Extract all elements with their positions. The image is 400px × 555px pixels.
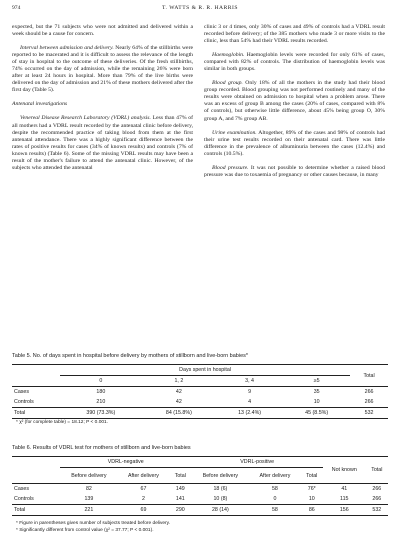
table-row bbox=[12, 484, 388, 495]
paragraph-interval bbox=[12, 45, 193, 94]
paragraph-haemoglobin bbox=[204, 52, 385, 73]
table-cell: 58 bbox=[249, 484, 300, 495]
table-row bbox=[12, 494, 388, 505]
table-cell: 41 bbox=[323, 484, 366, 495]
paragraph-body: It was not possible to determine whether a raised blood pressure was due to toxaemia of pregnancy or other causes because, in many bbox=[204, 164, 385, 178]
table-cell: 10 bbox=[313, 399, 320, 405]
table-cell: 28 (14) bbox=[191, 505, 249, 516]
paragraph-body: Haemoglobin levels were recorded for only 61% of cases, compared with 82% of controls. The distribution of haemoglobin levels was similar in both groups. bbox=[204, 52, 385, 73]
table-cell: 76* bbox=[301, 484, 323, 495]
page-number: 974 bbox=[12, 5, 21, 11]
table-cell bbox=[12, 468, 60, 484]
table-cell bbox=[12, 365, 60, 376]
run-in-heading: Blood pressure. bbox=[212, 164, 249, 171]
paragraph-body: Only 18% of all the mothers in the study had their blood group recorded. Blood grouping was not performed routinely and many of the results were obtained on admission to hospital when a problem arose. There was an excess of group B among the cases (20% of cases, compared with 8% of controls), but otherwise little difference, about 45% being group O, 30% group A, and 7% group AB. bbox=[204, 80, 386, 122]
table-cell: 10 bbox=[308, 496, 315, 502]
table-cell: 86 bbox=[301, 505, 323, 516]
table-row-total bbox=[12, 505, 388, 516]
table6-col-before: Before delivery bbox=[202, 472, 239, 479]
paragraph: clinic 3 or 4 times, only 30% of cases and 49% of controls had a VDRL result recorded before delivery; of the 385 mothers who made 3 or more visits to the clinic, less than 54% had their VDRL results recorded. bbox=[204, 24, 385, 45]
table-cell: 18 (6) bbox=[191, 484, 249, 495]
table-cell: 266 bbox=[364, 399, 374, 405]
paragraph-body: Altogether, 89% of the cases and 98% of controls had their urine test results recorded on their antenatal card. There was little difference in the prevalence of albuminuria between the cases (12.4%) and controls (10.5%). bbox=[204, 129, 385, 157]
table-cell: 84 (15.8%) bbox=[142, 408, 216, 419]
table-cell: 58 bbox=[249, 505, 300, 516]
run-in-heading: Urine examination. bbox=[212, 129, 257, 136]
table5 bbox=[12, 364, 388, 419]
table6-col-not-known: Not known bbox=[323, 457, 366, 484]
table6-col-before: Before delivery bbox=[71, 472, 107, 479]
run-in-heading: Blood group. bbox=[212, 80, 243, 87]
run-in-heading: Haemoglobin. bbox=[212, 52, 245, 59]
table-cell bbox=[12, 376, 60, 387]
paragraph: expected, but the 71 subjects who were not admitted and delivered within a week should be a cause for concern. bbox=[12, 24, 193, 38]
table5-caption: Table 5. No. of days spent in hospital before delivery by mothers of stillborn and live-born babies* bbox=[12, 353, 249, 359]
table-cell: 221 bbox=[60, 505, 118, 516]
paragraph-urine bbox=[204, 130, 385, 158]
row-label: Controls bbox=[14, 496, 34, 502]
table6-caption: Table 6. Results of VDRL test for mothers of stillborn and live-born babies bbox=[12, 445, 191, 451]
row-label: Controls bbox=[14, 399, 34, 405]
paragraph-vdrl bbox=[12, 115, 193, 171]
table-cell: 4 bbox=[248, 399, 252, 405]
table6-col-total: Total bbox=[306, 472, 318, 479]
table6-footnote-1: * Figure in parentheses gives number of subjects treated before delivery. bbox=[16, 521, 171, 526]
running-authors: T. WATTS & R. R. HARRIS bbox=[162, 5, 238, 11]
table-cell: 69 bbox=[118, 505, 169, 516]
left-column bbox=[12, 24, 193, 172]
paragraph-body: Nearly 64% of the stillbirths were reported to be macerated and it is difficult to assess the relevance of the length of stay in hospital to the outcome of these deliveries. Of the fresh stillbirths, 74% occurred on the day of admission, while the remaining 26% were born after at least 24 hours in hospital. More than 79% of the live births were delivered on the day of admission and 21% of these mothers delivered after the first day (Table 5). bbox=[12, 45, 193, 94]
table-cell: 13 (2.4%) bbox=[216, 408, 283, 419]
table-cell: 266 bbox=[350, 387, 388, 398]
table-cell: 0 bbox=[273, 496, 277, 502]
table-cell: 42 bbox=[142, 387, 216, 398]
row-label: Cases bbox=[12, 387, 60, 398]
table-cell bbox=[12, 457, 60, 468]
table6-col-grand-total: Total bbox=[366, 457, 388, 484]
table-cell: 115 bbox=[340, 496, 349, 502]
table-cell: 532 bbox=[366, 505, 388, 516]
table6 bbox=[12, 456, 388, 516]
table-cell: 180 bbox=[60, 387, 142, 398]
table5-col-header: 0 bbox=[99, 378, 103, 384]
table-row bbox=[12, 387, 388, 398]
table-cell: 2 bbox=[141, 496, 145, 502]
paragraph-blood-group bbox=[204, 80, 385, 122]
table-cell: 141 bbox=[175, 496, 185, 502]
table-cell: 156 bbox=[323, 505, 366, 516]
table-cell: 35 bbox=[283, 387, 350, 398]
table-cell: 67 bbox=[118, 484, 169, 495]
table-row-total bbox=[12, 408, 388, 419]
run-in-heading: Interval between admission and delivery. bbox=[20, 45, 114, 52]
table-cell: 290 bbox=[169, 505, 191, 516]
table-cell: 210 bbox=[96, 399, 106, 405]
table-cell: 9 bbox=[216, 387, 283, 398]
table-cell: 266 bbox=[372, 496, 382, 502]
table-cell: 139 bbox=[84, 496, 94, 502]
table-cell: 10 (8) bbox=[213, 496, 228, 502]
table5-col-header: ≥5 bbox=[313, 378, 320, 384]
row-label: Total bbox=[12, 408, 60, 419]
table6-col-after: After delivery bbox=[259, 472, 291, 479]
table6-group-positive: VDRL-positive bbox=[191, 457, 322, 468]
table-cell: 266 bbox=[366, 484, 388, 495]
table-cell: 82 bbox=[60, 484, 118, 495]
table-cell: 45 (8.5%) bbox=[283, 408, 350, 419]
table5-group-header: Days spent in hospital bbox=[60, 365, 350, 376]
table-cell: 149 bbox=[169, 484, 191, 495]
table5-footnote: * χ² (for complete table) = 18.12; P < 0.001. bbox=[16, 420, 109, 425]
table6-col-after: After delivery bbox=[128, 472, 159, 479]
table6-footnote-2: * Significantly different from control value (χ² = 37.77; P < 0.001). bbox=[16, 528, 154, 533]
table5-col-header: 3, 4 bbox=[245, 378, 255, 384]
table6-col-total: Total bbox=[174, 472, 186, 479]
table-cell: 42 bbox=[175, 399, 182, 405]
run-in-heading: Venereal Disease Research Laboratory (VDRL) analysis. bbox=[20, 115, 151, 122]
paragraph-body: Less than 47% of all mothers had a VDRL result recorded by the antenatal clinic before delivery, despite the recommended practice of taking blood from them at the first antenatal attendance. There was a highly significant difference between the rates of positive results for cases (34% of known results) and controls (7% of known results) (Table 6). Some of the missing VDRL results may have been a result of the mother's failure to attend the antenatal clinic. However, of the subjects who attended the antenatal bbox=[12, 115, 193, 171]
paragraph-blood-pressure bbox=[204, 165, 385, 179]
table5-col-total: Total bbox=[350, 365, 388, 387]
row-label: Cases bbox=[12, 484, 60, 495]
table-cell: 390 (73.3%) bbox=[60, 408, 142, 419]
table-row bbox=[12, 397, 388, 408]
table5-col-header: 1, 2 bbox=[174, 378, 184, 384]
row-label: Total bbox=[12, 505, 60, 516]
section-heading-antenatal: Antenatal investigations bbox=[12, 101, 68, 108]
right-column bbox=[204, 24, 385, 179]
table6-group-negative: VDRL-negative bbox=[60, 457, 191, 468]
table-cell: 532 bbox=[350, 408, 388, 419]
